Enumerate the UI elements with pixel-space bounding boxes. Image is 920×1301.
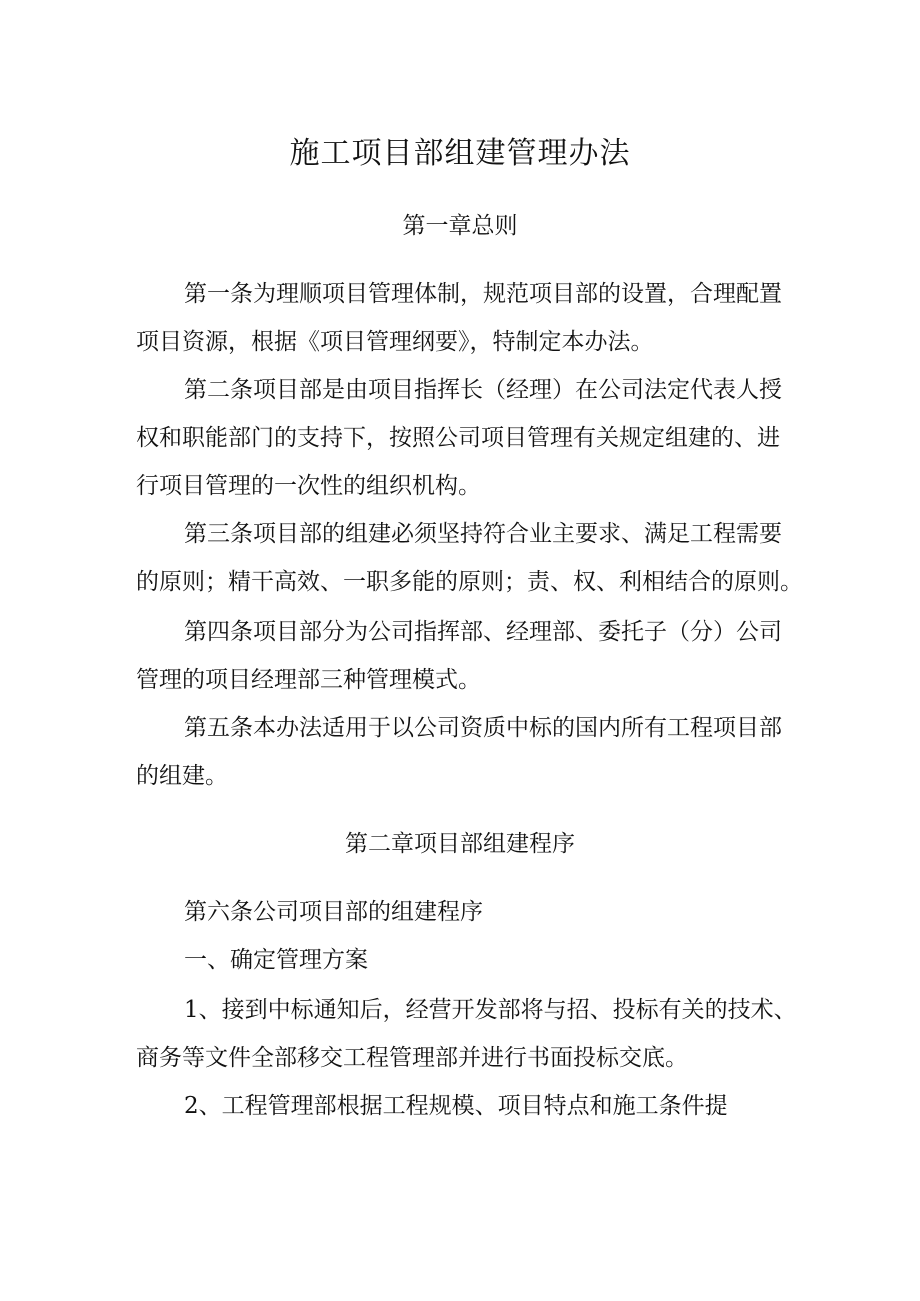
chapter-1-heading: 第一章总则 <box>402 213 518 239</box>
item-1-line-1: 1、接到中标通知后，经营开发部将与招、投标有关的技术、 <box>184 997 797 1023</box>
article-1 <box>136 270 808 366</box>
article-2 <box>136 366 808 510</box>
article-4 <box>136 608 808 704</box>
article-5-line-1: 第五条本办法适用于以公司资质中标的国内所有工程项目部 <box>184 715 782 741</box>
chapter-2-heading: 第二章项目部组建程序 <box>345 831 575 857</box>
article-3-line-2: 的原则；精干高效、一职多能的原则；责、权、利相结合的原则。 <box>136 569 803 595</box>
item-1-line-2: 商务等文件全部移交工程管理部并进行书面投标交底。 <box>136 1045 688 1071</box>
article-4-line-1: 第四条项目部分为公司指挥部、经理部、委托子（分）公司 <box>184 619 782 645</box>
item-2-line-1: 2、工程管理部根据工程规模、项目特点和施工条件提 <box>184 1093 728 1119</box>
document-title: 施工项目部组建管理办法 <box>289 136 631 171</box>
article-4-line-2: 管理的项目经理部三种管理模式。 <box>136 667 481 693</box>
item-1 <box>136 986 808 1082</box>
article-5-line-2: 的组建。 <box>136 763 228 789</box>
article-6: 第六条公司项目部的组建程序 <box>184 899 483 925</box>
article-3-line-1: 第三条项目部的组建必须坚持符合业主要求、满足工程需要 <box>184 521 782 547</box>
item-2 <box>136 1082 808 1130</box>
article-2-line-1: 第二条项目部是由项目指挥长（经理）在公司法定代表人授 <box>184 377 782 403</box>
section-1-heading: 一、确定管理方案 <box>184 947 368 973</box>
article-1-line-1: 第一条为理顺项目管理体制，规范项目部的设置，合理配置 <box>184 281 782 307</box>
article-1-line-2: 项目资源，根据《项目管理纲要》，特制定本办法。 <box>136 329 654 355</box>
article-2-line-2: 权和职能部门的支持下，按照公司项目管理有关规定组建的、进 <box>136 425 780 451</box>
article-5 <box>136 704 808 800</box>
article-2-line-3: 行项目管理的一次性的组织机构。 <box>136 473 481 499</box>
article-3 <box>136 510 808 606</box>
